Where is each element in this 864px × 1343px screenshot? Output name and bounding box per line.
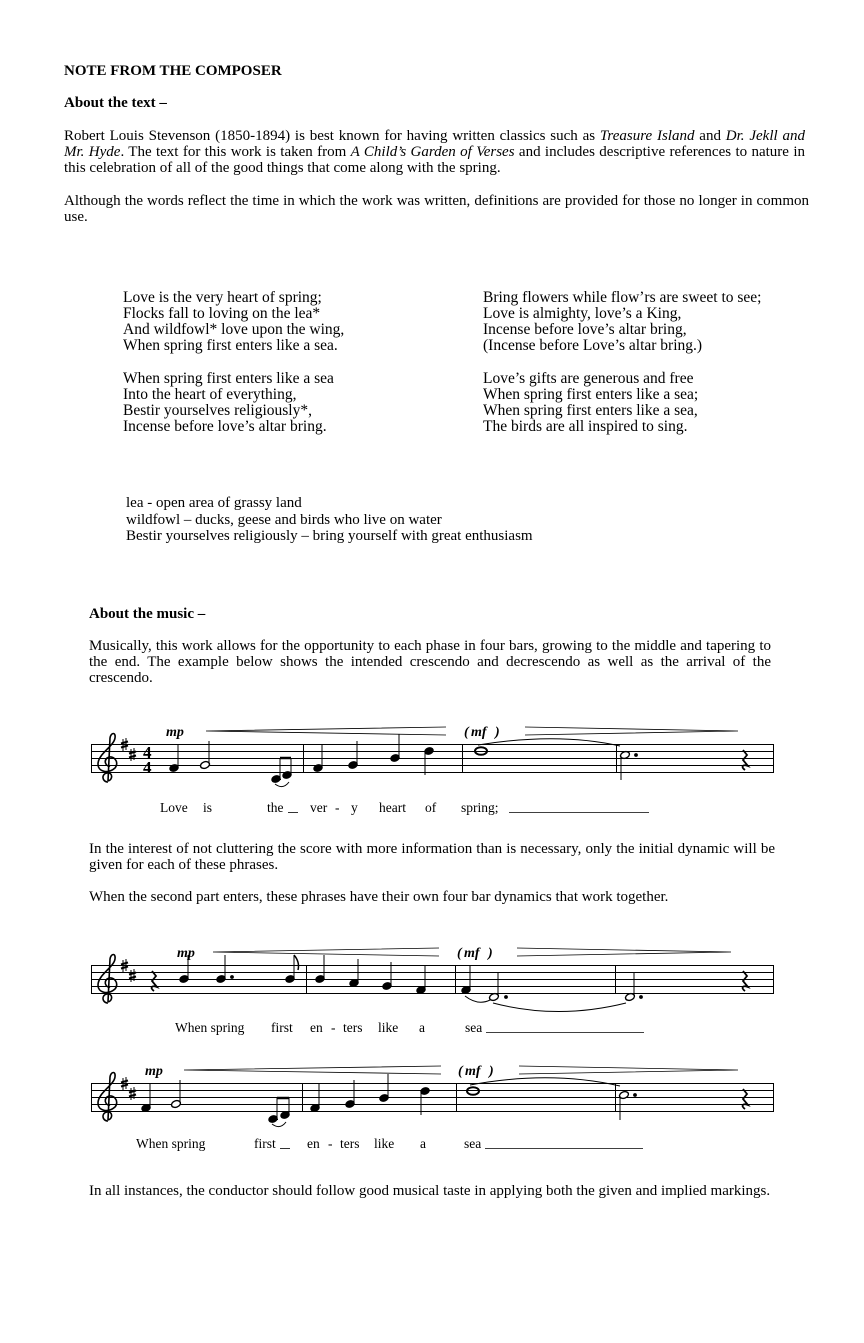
decrescendo-hairpin (525, 727, 738, 735)
paren-open: ( (458, 1064, 463, 1079)
glossary-item: lea - open area of grassy land (126, 495, 302, 511)
quarter-rest-icon (743, 750, 748, 770)
music-example-3 (88, 1056, 778, 1156)
lyric: ver (310, 800, 328, 815)
music-example-2 (88, 940, 778, 1040)
lyric: first (271, 1020, 293, 1035)
paren-close: ) (495, 725, 500, 740)
crescendo-hairpin (184, 1066, 441, 1074)
lyric: - (335, 800, 340, 815)
dynamic-mf: mf (464, 946, 480, 961)
tie (493, 1003, 626, 1012)
decrescendo-hairpin (519, 1066, 738, 1074)
music-example-1 (88, 718, 778, 822)
about-music-heading: About the music – (89, 606, 206, 622)
lyric: heart (379, 800, 406, 815)
paren-close: ) (488, 946, 493, 961)
poem-left-stanza-1: Love is the very heart of spring; Flocks fall to loving on the lea* And wildfowl* love upon the wing, When spring first enters like a sea. (123, 289, 345, 354)
notes (179, 955, 643, 1012)
lyric: en (310, 1020, 323, 1035)
lyric: sea (464, 1136, 482, 1151)
about-text-paragraph-1: Robert Louis Stevenson (1850-1894) is best known for having written classics such as Treasure Island and Dr. Jekll and Mr. Hyde. The text for this work is taken from A Child’s Garden of Verses and includes descriptive references to nature in this celebration of all of the good things that come along with the spring. (64, 128, 805, 176)
about-music-paragraph-4: In all instances, the conductor should follow good musical taste in applying both the given and implied markings. (89, 1183, 771, 1199)
paren-close: ) (489, 1064, 494, 1079)
lyric: is (203, 800, 213, 815)
quarter-rest-icon (743, 971, 748, 991)
lyric: ters (343, 1020, 363, 1035)
lyric: When spring (136, 1136, 206, 1151)
lyric: When spring (175, 1020, 245, 1035)
glossary-item: wildfowl – ducks, geese and birds who live on water (126, 511, 442, 528)
about-music-paragraph-1: Musically, this work allows for the opportunity to each phase in four bars, growing to the middle and tapering to the end. The example below shows the intended crescendo and decrescendo as well as the arrival of the crescendo. (89, 638, 771, 686)
crescendo-hairpin (206, 727, 446, 735)
lyric: Love (160, 800, 188, 815)
about-music-paragraph-3: When the second part enters, these phrases have their own four bar dynamics that work together. (89, 889, 669, 905)
slur (465, 996, 490, 1002)
dynamic-mf: mf (465, 1064, 481, 1079)
paren-open: ( (457, 946, 462, 961)
time-signature-bottom: 4 (143, 758, 152, 777)
treble-clef-icon (98, 734, 117, 783)
poem-right-stanza-2: Love’s gifts are generous and free When spring first enters like a sea; When spring first enters like a sea, The birds are all inspired to sing. (483, 370, 699, 435)
paren-open: ( (464, 725, 469, 740)
treble-clef-icon (98, 955, 117, 1004)
lyric: ters (340, 1136, 360, 1151)
lyric: y (351, 800, 358, 815)
lyric: like (374, 1136, 395, 1151)
quarter-rest-icon (152, 971, 157, 991)
crescendo-hairpin (213, 948, 439, 956)
lyric: en (307, 1136, 320, 1151)
lyric: of (425, 800, 437, 815)
notes (141, 1074, 637, 1127)
key-signature-sharps (121, 738, 136, 761)
lyric: sea (465, 1020, 483, 1035)
lyric: the (267, 800, 284, 815)
poem-right-stanza-1: Bring flowers while flow’rs are sweet to see; Love is almighty, love’s a King, Incense before love’s altar bring, (Incense before Love’s altar bring.) (483, 289, 762, 354)
staff-lines (91, 1084, 774, 1112)
page-title: NOTE FROM THE COMPOSER (64, 63, 282, 79)
quarter-rest-icon (743, 1089, 748, 1109)
lyric: a (419, 1020, 425, 1035)
treble-clef-icon (98, 1073, 117, 1122)
lyric: spring; (461, 800, 499, 815)
dynamic-mp: mp (145, 1064, 163, 1079)
about-text-heading: About the text – (64, 95, 167, 111)
lyric: like (378, 1020, 399, 1035)
about-music-paragraph-2: In the interest of not cluttering the score with more information than is necessary, only the initial dynamic will be given for each of these phrases. (89, 841, 775, 873)
lyric: - (328, 1136, 333, 1151)
lyric: a (420, 1136, 426, 1151)
key-signature-sharps (121, 959, 136, 982)
staff-lines (91, 966, 774, 994)
glossary (126, 495, 533, 545)
time-signature-top: 4 (143, 743, 152, 762)
lyric: - (331, 1020, 336, 1035)
decrescendo-hairpin (517, 948, 731, 956)
key-signature-sharps (121, 1077, 136, 1100)
poem-left-stanza-2: When spring first enters like a sea Into the heart of everything, Bestir yourselves religiously*, Incense before love’s altar bring. (123, 370, 334, 435)
lyric: first (254, 1136, 276, 1151)
about-text-paragraph-2: Although the words reflect the time in which the work was written, definitions are provided for those no longer in common use. (64, 193, 809, 225)
dynamic-mp: mp (177, 946, 195, 961)
glossary-item: Bestir yourselves religiously – bring yourself with great enthusiasm (126, 528, 533, 544)
notes (169, 734, 638, 787)
dynamic-mf: mf (471, 725, 487, 740)
dynamic-mp: mp (166, 725, 184, 740)
